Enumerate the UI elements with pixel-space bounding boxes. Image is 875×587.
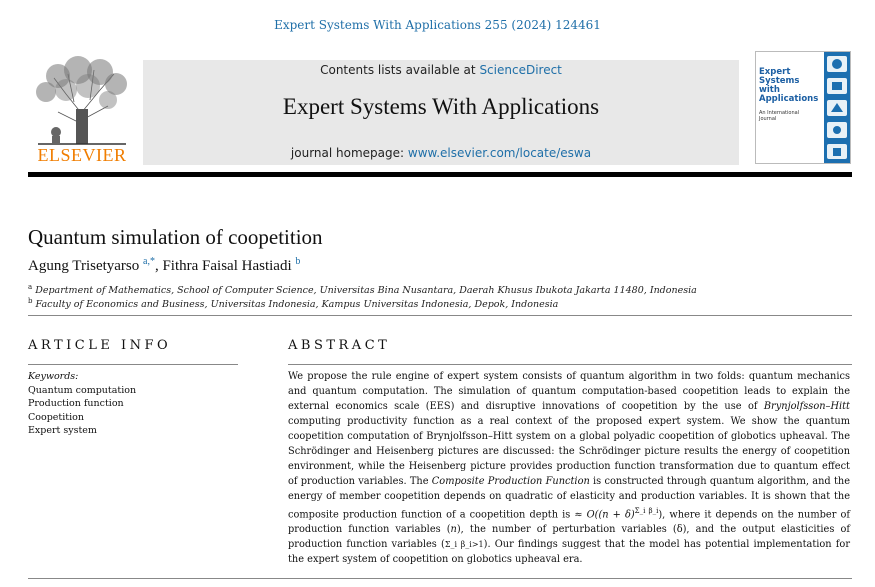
abstract-heading: ABSTRACT	[288, 338, 391, 353]
elsevier-logo[interactable]	[28, 54, 136, 166]
footer-divider	[28, 578, 852, 579]
journal-title: Expert Systems With Applications	[282, 94, 600, 119]
abstract-math: O((n + δ)	[586, 509, 635, 521]
homepage-prefix: journal homepage:	[290, 146, 408, 160]
abstract-condition: Σ_i β_i>1	[444, 540, 484, 550]
keyword-item: Quantum computation	[28, 384, 137, 396]
abstract-divider	[288, 364, 852, 365]
affiliation-b	[28, 297, 558, 310]
author-2[interactable]: Fithra Faisal Hastiadi	[162, 258, 292, 274]
keywords-label: Keywords:	[28, 371, 79, 382]
abstract-var-n: n	[450, 524, 457, 536]
sciencedirect-link[interactable]: ScienceDirect	[479, 63, 562, 77]
journal-banner	[143, 60, 739, 165]
article-title: Quantum simulation of coopetition	[28, 225, 323, 249]
affiliation-a	[28, 283, 697, 296]
journal-masthead	[28, 48, 852, 166]
abstract-part: ), and the output elasticities of production function variables (	[288, 524, 850, 551]
article-info-divider	[28, 364, 238, 365]
keyword-item: Expert system	[28, 425, 97, 436]
affiliation-b-label: b	[28, 297, 33, 305]
abstract-part: ). Our findings suggest that the model has potential implementation for the expert system of coopetition on globotics upheaval era.	[288, 539, 850, 566]
contents-line	[143, 63, 739, 77]
author-separator: ,	[154, 258, 163, 274]
abstract-part: is constructed through quantum algorithm, and the energy of member coopetition depends on quadratic of elasticity and production variables. It is shown that the composite production function of a coopetition depth is ≈	[288, 476, 850, 521]
cover-icon-strip	[824, 52, 850, 163]
citation-line[interactable]: Expert Systems With Applications 255 (2024) 124461	[274, 18, 601, 32]
keywords-block	[28, 370, 238, 438]
abstract-emphasis: Composite Production Function	[431, 476, 590, 487]
abstract-part: computing productivity function as a real context of the proposed expert system. We show the quantum coopetition computation of Brynjolfsson–Hitt system on a global polyadic coopetition of globotics upheaval. The Schrödinger and Heisenberg pictures are discussed: the Schrödinger picture results the energy of coopetition environment, while the Heisenberg picture provides production function transformation due to quantum effect of production variables. The	[288, 416, 850, 487]
author-1[interactable]: Agung Trisetyarso	[28, 258, 140, 274]
contents-prefix: Contents lists available at	[320, 63, 480, 77]
keyword-item: Coopetition	[28, 411, 84, 423]
cover-pictogram-icon	[824, 52, 850, 163]
article-info-heading: ARTICLE INFO	[28, 338, 172, 353]
homepage-line	[143, 146, 739, 160]
author-1-affiliation-mark[interactable]: a,*	[143, 256, 155, 267]
abstract-text	[288, 369, 850, 567]
abstract-math-superscript: Σ_i β_i	[634, 507, 659, 515]
author-list	[28, 256, 300, 275]
elsevier-tree-icon	[28, 54, 136, 146]
publisher-wordmark: ELSEVIER	[37, 145, 127, 165]
masthead-rule	[28, 172, 852, 177]
author-2-affiliation-mark[interactable]: b	[295, 256, 301, 267]
cover-subtitle: An International Journal	[759, 110, 800, 122]
journal-cover-thumbnail[interactable]	[755, 51, 851, 164]
affiliation-a-label: a	[28, 283, 33, 291]
affiliation-b-text: Faculty of Economics and Business, Universitas Indonesia, Kampus Universitas Indonesia, Depok, Indonesia	[35, 299, 559, 311]
abstract-part: ), the number of perturbation variables (	[456, 524, 677, 536]
abstract-emphasis: Brynjolfsson–Hitt	[763, 401, 850, 412]
abstract-part: ), where it depends on the number of production function variables (	[288, 509, 850, 536]
abstract-part: We propose the rule engine of expert system consists of quantum algorithm in two folds: quantum mechanics and quantum computation. The simulation of quantum computation-based coopetition leads to explain the external economics scale (EES) and disruptive innovations of coopetition by the use of	[288, 371, 850, 412]
affiliation-a-text: Department of Mathematics, School of Computer Science, Universitas Bina Nusantara, Daerah Khusus Ibukota Jakarta 11480, Indonesia	[35, 285, 697, 297]
homepage-link[interactable]: www.elsevier.com/locate/eswa	[407, 146, 592, 160]
header-divider	[28, 315, 852, 316]
keyword-item: Production function	[28, 398, 124, 409]
abstract-var-delta: δ	[676, 524, 683, 536]
cover-title: Expert Systems with Applications	[759, 67, 819, 104]
